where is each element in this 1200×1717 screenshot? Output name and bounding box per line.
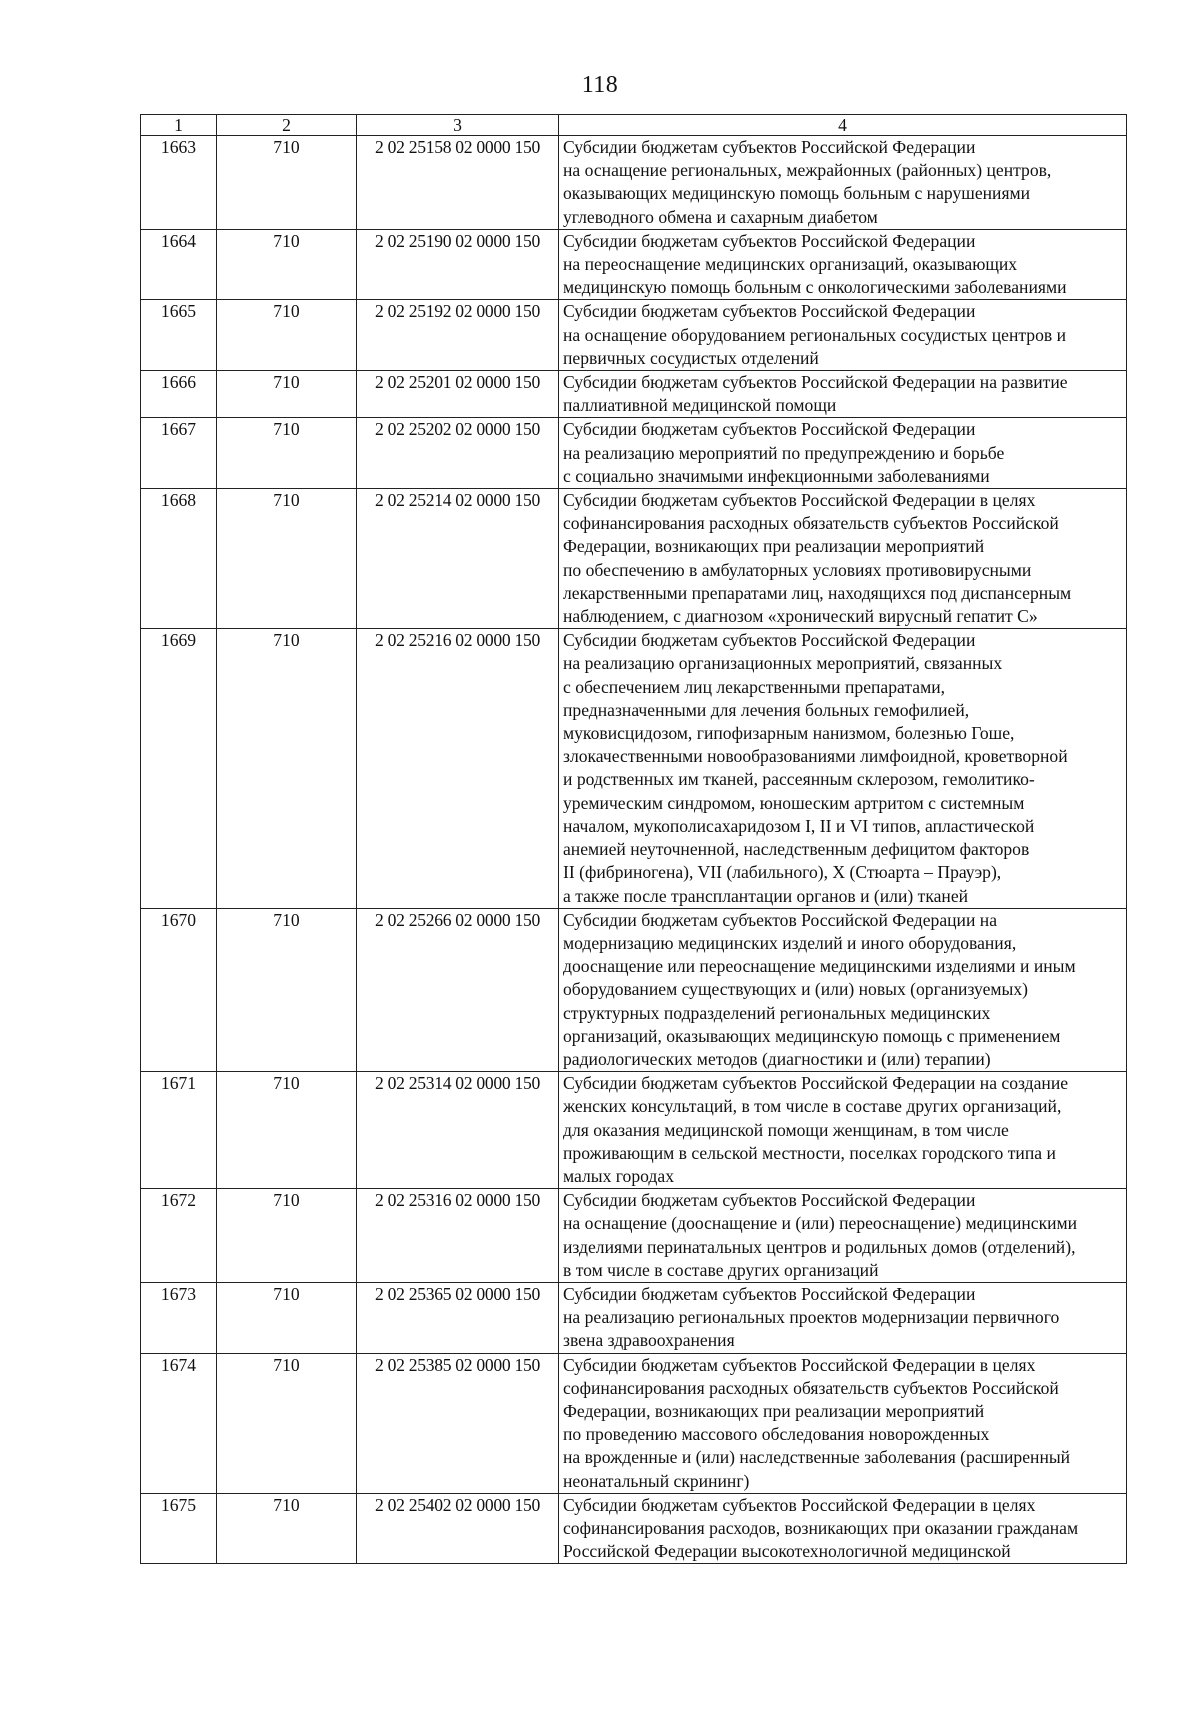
budget-classification-code-cell: 2 02 25316 02 0000 150	[357, 1189, 559, 1283]
row-number-cell: 1670	[141, 908, 217, 1071]
description-line: Субсидии бюджетам субъектов Российской Федерации в целях	[563, 1354, 1036, 1375]
administrator-code-cell: 710	[217, 489, 357, 629]
revenue-description-cell	[559, 1282, 1127, 1353]
description-line: на оснащение региональных, межрайонных (районных) центров,	[563, 160, 1052, 181]
description-line: Субсидии бюджетам субъектов Российской Федерации в целях	[563, 490, 1036, 511]
row-number-cell: 1673	[141, 1282, 217, 1353]
description-line: паллиативной медицинской помощи	[563, 395, 837, 416]
description-line: Субсидии бюджетам субъектов Российской Федерации	[563, 301, 976, 322]
description-line: неонатальный скрининг)	[563, 1470, 750, 1491]
row-number-cell: 1675	[141, 1493, 217, 1564]
description-line: Федерации, возникающих при реализации мероприятий	[563, 536, 985, 557]
table-row	[141, 1493, 1127, 1564]
administrator-code-cell: 710	[217, 1493, 357, 1564]
table-row	[141, 1189, 1127, 1283]
table-row	[141, 300, 1127, 371]
description-line: софинансирования расходов, возникающих при оказании гражданам	[563, 1517, 1079, 1538]
description-line: медицинскую помощь больным с онкологическими заболеваниями	[563, 277, 1067, 298]
description-line: Субсидии бюджетам субъектов Российской Федерации	[563, 419, 976, 440]
budget-classification-code-cell: 2 02 25192 02 0000 150	[357, 300, 559, 371]
row-number-cell: 1668	[141, 489, 217, 629]
revenue-description-cell	[559, 1493, 1127, 1564]
description-line: на переоснащение медицинских организаций, оказывающих	[563, 254, 1018, 275]
administrator-code-cell: 710	[217, 418, 357, 489]
description-line: на реализацию региональных проектов модернизации первичного	[563, 1307, 1060, 1328]
table-header-row	[141, 115, 1127, 136]
budget-classification-code-cell: 2 02 25314 02 0000 150	[357, 1072, 559, 1189]
description-line: Субсидии бюджетам субъектов Российской Федерации в целях	[563, 1494, 1036, 1515]
description-line: оказывающих медицинскую помощь больным с нарушениями	[563, 183, 1031, 204]
row-number-cell: 1665	[141, 300, 217, 371]
budget-classification-code-cell: 2 02 25385 02 0000 150	[357, 1353, 559, 1493]
budget-classification-code-cell: 2 02 25201 02 0000 150	[357, 371, 559, 418]
revenue-description-cell	[559, 908, 1127, 1071]
description-line: а также после трансплантации органов и (или) тканей	[563, 885, 969, 906]
administrator-code-cell: 710	[217, 229, 357, 300]
description-line: Субсидии бюджетам субъектов Российской Федерации	[563, 137, 976, 157]
budget-classification-code-cell: 2 02 25402 02 0000 150	[357, 1493, 559, 1564]
description-line: в том числе в составе других организаций	[563, 1259, 879, 1280]
description-line: для оказания медицинской помощи женщинам, в том числе	[563, 1119, 1009, 1140]
table-row	[141, 418, 1127, 489]
description-line: уремическим синдромом, юношеским артритом с системным	[563, 792, 1025, 813]
description-line: с обеспечением лиц лекарственными препаратами,	[563, 676, 946, 697]
description-line: Субсидии бюджетам субъектов Российской Федерации	[563, 230, 976, 251]
row-number-cell: 1671	[141, 1072, 217, 1189]
administrator-code-cell: 710	[217, 1189, 357, 1283]
row-number-cell: 1672	[141, 1189, 217, 1283]
administrator-code-cell: 710	[217, 371, 357, 418]
administrator-code-cell: 710	[217, 136, 357, 230]
description-line: Субсидии бюджетам субъектов Российской Федерации на создание	[563, 1073, 1069, 1094]
budget-classification-code-cell: 2 02 25214 02 0000 150	[357, 489, 559, 629]
description-line: на врожденные и (или) наследственные заболевания (расширенный	[563, 1447, 1071, 1468]
row-number-cell: 1666	[141, 371, 217, 418]
administrator-code-cell: 710	[217, 1353, 357, 1493]
description-line: Субсидии бюджетам субъектов Российской Федерации на развитие	[563, 372, 1068, 393]
revenue-description-cell	[559, 629, 1127, 908]
description-line: первичных сосудистых отделений	[563, 347, 819, 368]
revenue-description-cell	[559, 418, 1127, 489]
description-line: радиологических методов (диагностики и (или) терапии)	[563, 1048, 991, 1069]
description-line: на оснащение (дооснащение и (или) переоснащение) медицинскими	[563, 1213, 1078, 1234]
description-line: на реализацию организационных мероприятий, связанных	[563, 653, 1003, 674]
description-line: по обеспечению в амбулаторных условиях противовирусными	[563, 559, 1032, 580]
description-line: малых городах	[563, 1165, 674, 1186]
budget-classification-code-cell: 2 02 25158 02 0000 150	[357, 136, 559, 230]
description-line: изделиями перинатальных центров и родильных домов (отделений),	[563, 1236, 1076, 1257]
description-line: модернизацию медицинских изделий и иного оборудования,	[563, 932, 1017, 953]
table-row	[141, 136, 1127, 230]
description-line: Субсидии бюджетам субъектов Российской Федерации на	[563, 909, 998, 930]
description-line: на реализацию мероприятий по предупреждению и борьбе	[563, 442, 1005, 463]
description-line: структурных подразделений региональных медицинских	[563, 1002, 991, 1023]
description-line: софинансирования расходных обязательств субъектов Российской	[563, 1377, 1059, 1398]
description-line: на оснащение оборудованием региональных сосудистых центров и	[563, 324, 1066, 345]
description-line: предназначенными для лечения больных гемофилией,	[563, 699, 970, 720]
administrator-code-cell: 710	[217, 1282, 357, 1353]
revenue-description-cell	[559, 1189, 1127, 1283]
row-number-cell: 1674	[141, 1353, 217, 1493]
revenue-description-cell	[559, 136, 1127, 230]
description-line: анемией неуточненной, наследственным дефицитом факторов	[563, 839, 1030, 860]
description-line: Субсидии бюджетам субъектов Российской Федерации	[563, 1283, 976, 1304]
column-header-1: 1	[141, 115, 217, 136]
budget-classification-code-cell: 2 02 25202 02 0000 150	[357, 418, 559, 489]
administrator-code-cell: 710	[217, 300, 357, 371]
table-row	[141, 1282, 1127, 1353]
page-number: 118	[581, 72, 619, 98]
description-line: оборудованием существующих и (или) новых (организуемых)	[563, 979, 1029, 1000]
row-number-cell: 1669	[141, 629, 217, 908]
column-header-4: 4	[559, 115, 1127, 136]
table-row	[141, 489, 1127, 629]
description-line: по проведению массового обследования новорожденных	[563, 1424, 990, 1445]
table-row	[141, 908, 1127, 1071]
table-row	[141, 371, 1127, 418]
administrator-code-cell: 710	[217, 1072, 357, 1189]
table-row	[141, 1353, 1127, 1493]
description-line: Субсидии бюджетам субъектов Российской Федерации	[563, 630, 976, 651]
row-number-cell: 1664	[141, 229, 217, 300]
row-number-cell: 1667	[141, 418, 217, 489]
description-line: углеводного обмена и сахарным диабетом	[563, 206, 878, 227]
description-line: дооснащение или переоснащение медицинскими изделиями и иным	[563, 956, 1076, 977]
table-row	[141, 629, 1127, 908]
description-line: Федерации, возникающих при реализации мероприятий	[563, 1400, 985, 1421]
description-line: злокачественными новообразованиями лимфоидной, кроветворной	[563, 746, 1068, 767]
column-header-3: 3	[357, 115, 559, 136]
budget-classification-code-cell: 2 02 25365 02 0000 150	[357, 1282, 559, 1353]
budget-classification-code-cell: 2 02 25190 02 0000 150	[357, 229, 559, 300]
revenue-description-cell	[559, 1072, 1127, 1189]
description-line: проживающим в сельской местности, поселках городского типа и	[563, 1142, 1056, 1163]
table-row	[141, 229, 1127, 300]
description-line: II (фибриногена), VII (лабильного), X (Стюарта – Прауэр),	[563, 862, 1002, 883]
description-line: звена здравоохранения	[563, 1330, 735, 1351]
description-line: софинансирования расходных обязательств субъектов Российской	[563, 513, 1059, 534]
row-number-cell: 1663	[141, 136, 217, 230]
description-line: организаций, оказывающих медицинскую помощь с применением	[563, 1025, 1061, 1046]
description-line: женских консультаций, в том числе в составе других организаций,	[563, 1096, 1062, 1117]
description-line: наблюдением, с диагнозом «хронический вирусный гепатит С»	[563, 606, 1038, 627]
revenue-description-cell	[559, 371, 1127, 418]
description-line: началом, мукополисахаридозом I, II и VI типов, апластической	[563, 815, 1035, 836]
administrator-code-cell: 710	[217, 629, 357, 908]
revenue-description-cell	[559, 1353, 1127, 1493]
administrator-code-cell: 710	[217, 908, 357, 1071]
table-row	[141, 1072, 1127, 1189]
column-header-2: 2	[217, 115, 357, 136]
description-line: с социально значимыми инфекционными заболеваниями	[563, 465, 990, 486]
revenue-codes-table	[140, 114, 1127, 1564]
revenue-description-cell	[559, 489, 1127, 629]
description-line: и родственных им тканей, рассеянным склерозом, гемолитико-	[563, 769, 1035, 790]
budget-classification-code-cell: 2 02 25266 02 0000 150	[357, 908, 559, 1071]
description-line: муковисцидозом, гипофизарным нанизмом, болезнью Гоше,	[563, 723, 1015, 744]
description-line: лекарственными препаратами лиц, находящихся под диспансерным	[563, 582, 1072, 603]
revenue-description-cell	[559, 229, 1127, 300]
description-line: Субсидии бюджетам субъектов Российской Федерации	[563, 1190, 976, 1211]
budget-classification-code-cell: 2 02 25216 02 0000 150	[357, 629, 559, 908]
revenue-description-cell	[559, 300, 1127, 371]
description-line: Российской Федерации высокотехнологичной медицинской	[563, 1541, 1011, 1562]
